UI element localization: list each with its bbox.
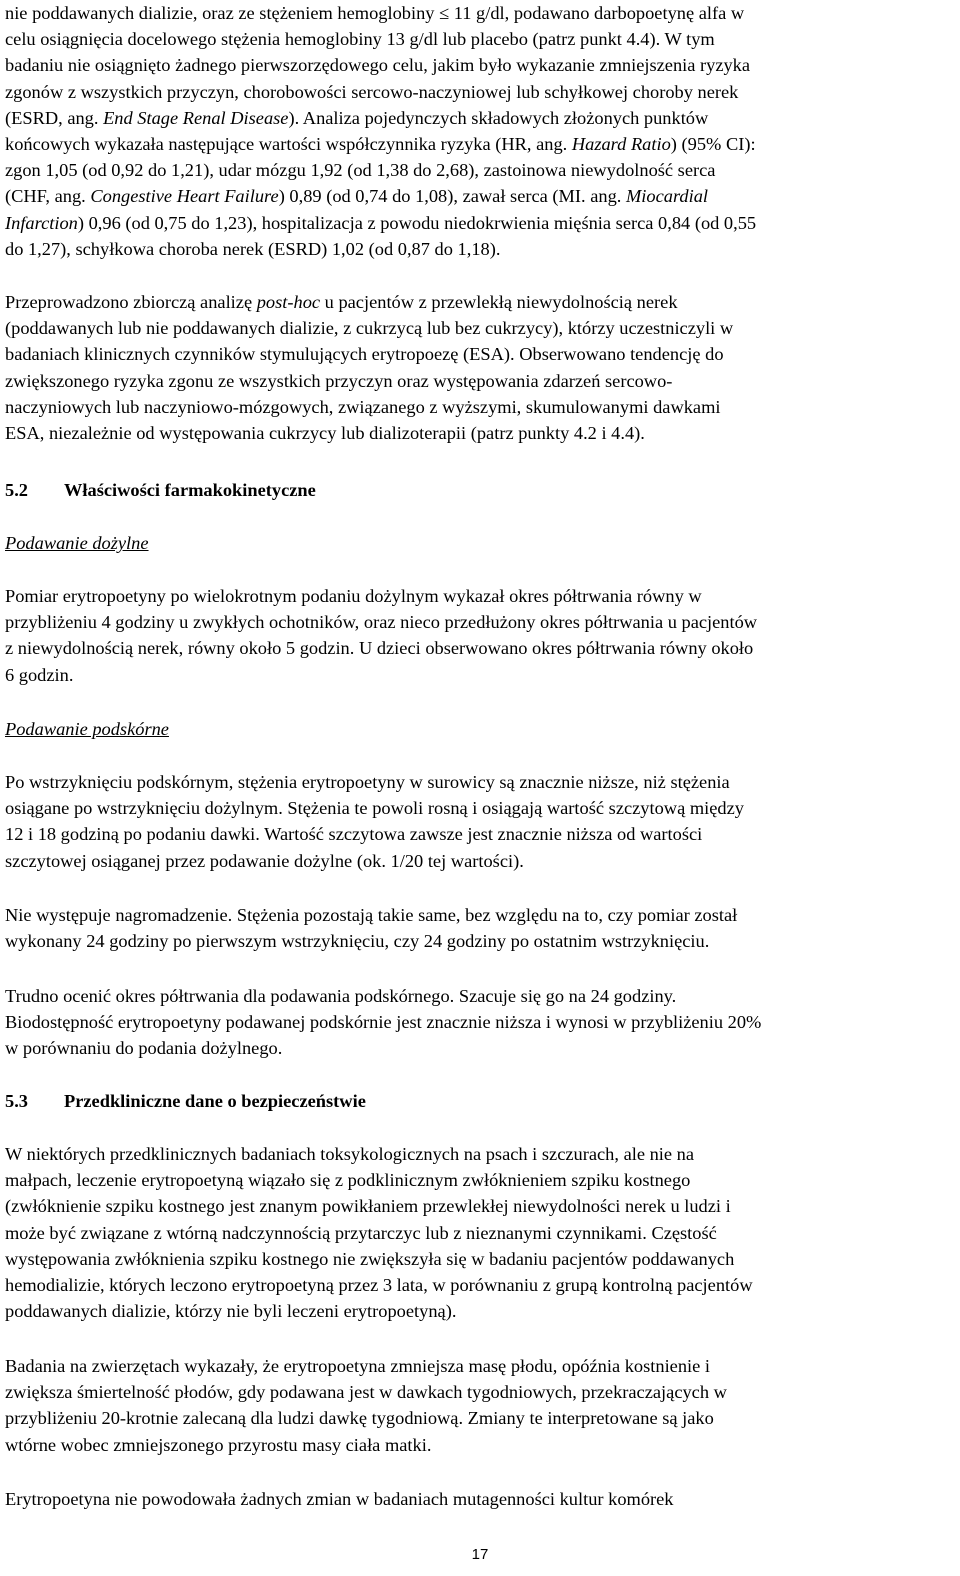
text-fragment: końcowych wykazała następujące wartości współczynnika ryzyka (HR, ang. bbox=[5, 134, 572, 155]
text-line bbox=[5, 131, 955, 157]
italic-term: Infarction bbox=[5, 212, 78, 233]
subheading-text: Podawanie podskórne bbox=[5, 719, 169, 739]
section-title: Przedkliniczne dane o bezpieczeństwie bbox=[64, 1091, 366, 1111]
text-line: Erytropoetyna nie powodowała żadnych zmian w badaniach mutagenności kultur komórek bbox=[5, 1489, 674, 1509]
text-line: Po wstrzyknięciu podskórnym, stężenia erytropoetyny w surowicy są znacznie niższe, niż stężenia bbox=[5, 772, 730, 792]
text-fragment: ) 0,96 (od 0,75 do 1,23), hospitalizacja z powodu niedokrwienia mięśnia serca 0,84 (od 0,55 bbox=[77, 212, 757, 233]
text-line: 6 godzin. bbox=[5, 664, 74, 685]
text-line: (poddawanych lub nie poddawanych dializie, z cukrzycą lub bez cukrzycy), którzy uczestniczyli w bbox=[5, 318, 734, 339]
section-heading-5-2 bbox=[5, 477, 955, 503]
text-line: przybliżeniu 4 godziny u zwykłych ochotników, oraz nieco przedłużony okres półtrwania u pacjentów bbox=[5, 612, 758, 633]
paragraph-preclinical-fibrosis bbox=[5, 1141, 955, 1324]
paragraph-mutagenicity bbox=[5, 1486, 955, 1512]
italic-term: Congestive Heart Failure bbox=[90, 186, 279, 207]
text-line: z niewydolnością nerek, równy około 5 godzin. U dzieci obserwowano okres półtrwania równy około bbox=[5, 638, 754, 659]
text-fragment: (CHF, ang. bbox=[5, 186, 91, 207]
text-line: wykonany 24 godziny po pierwszym wstrzyknięciu, czy 24 godziny po ostatnim wstrzyknięciu. bbox=[5, 931, 710, 952]
text-line: nie poddawanych dializie, oraz ze stężeniem hemoglobiny ≤ 11 g/dl, podawano darbopoetynę alfa w bbox=[5, 3, 745, 23]
text-line: występowania zwłóknienia szpiku kostnego nie zwiększyła się w badaniu pacjentów poddawanych bbox=[5, 1248, 735, 1269]
italic-term: End Stage Renal Disease bbox=[103, 107, 289, 128]
text-line: Nie występuje nagromadzenie. Stężenia pozostają takie same, bez względu na to, czy pomiar został bbox=[5, 905, 738, 925]
paragraph-animal-studies bbox=[5, 1353, 955, 1458]
section-heading-5-3 bbox=[5, 1088, 955, 1114]
text-line: Badania na zwierzętach wykazały, że erytropoetyna zmniejsza masę płodu, opóźnia kostnienie i bbox=[5, 1356, 711, 1376]
paragraph-sc-concentrations bbox=[5, 769, 955, 874]
text-line: małpach, leczenie erytropoetyną wiązało się z podklinicznym zwłóknieniem szpiku kostnego bbox=[5, 1170, 691, 1191]
text-fragment: ). Analiza pojedynczych składowych złożonych punktów bbox=[288, 107, 709, 128]
text-line: W niektórych przedklinicznych badaniach toksykologicznych na psach i szczurach, ale nie na bbox=[5, 1144, 695, 1164]
text-line: poddawanych dializie, którzy nie byli leczeni erytropoetyną). bbox=[5, 1301, 457, 1322]
paragraph-accumulation bbox=[5, 902, 955, 954]
text-line: Biodostępność erytropoetyny podawanej podskórnie jest znacznie niższa i wynosi w przybliżeniu 20% bbox=[5, 1012, 762, 1033]
italic-term: Hazard Ratio bbox=[571, 134, 671, 155]
paragraph-bioavailability bbox=[5, 983, 955, 1062]
text-line: zgonów z wszystkich przyczyn, chorobowości sercowo-naczyniowej lub schyłkowej choroby nerek bbox=[5, 81, 739, 102]
text-line bbox=[5, 289, 955, 315]
text-line: przybliżeniu 20-krotnie zalecaną dla ludzi dawkę tygodniową. Zmiany te interpretowane są jako bbox=[5, 1408, 714, 1429]
subheading-intravenous bbox=[5, 530, 955, 556]
text-line: szczytowej osiąganej przez podawanie dożylne (ok. 1/20 tej wartości). bbox=[5, 850, 524, 871]
text-line: Pomiar erytropoetyny po wielokrotnym podaniu dożylnym wykazał okres półtrwania równy w bbox=[5, 586, 702, 606]
text-line: celu osiągnięcia docelowego stężenia hemoglobiny 13 g/dl lub placebo (patrz punkt 4.4). W tym bbox=[5, 29, 715, 50]
subheading-text: Podawanie dożylne bbox=[5, 533, 149, 553]
text-line: badaniach klinicznych czynników stymulujących erytropoezę (ESA). Obserwowano tendencję do bbox=[5, 344, 724, 365]
section-number: 5.3 bbox=[5, 1091, 28, 1111]
section-number: 5.2 bbox=[5, 480, 28, 500]
text-fragment: u pacjentów z przewlekłą niewydolnością nerek bbox=[320, 292, 678, 312]
italic-term: post-hoc bbox=[256, 292, 321, 312]
text-line: (zwłóknienie szpiku kostnego jest znanym powikłaniem przewlekłej niewydolności nerek u ludzi i bbox=[5, 1196, 731, 1217]
text-fragment: (ESRD, ang. bbox=[5, 107, 104, 128]
text-fragment: ) (95% CI): bbox=[670, 134, 756, 155]
text-line: osiągane po wstrzyknięciu dożylnym. Stężenia te powoli rosną i osiągają wartość szczytową między bbox=[5, 798, 744, 819]
text-line: w porównaniu do podania dożylnego. bbox=[5, 1038, 283, 1059]
text-line: do 1,27), schyłkowa choroba nerek (ESRD) 1,02 (od 0,87 do 1,18). bbox=[5, 238, 501, 259]
text-line: 12 i 18 godziną po podaniu dawki. Wartość szczytowa zawsze jest znacznie niższa od wartości bbox=[5, 824, 703, 845]
paragraph-post-hoc-analysis bbox=[5, 289, 955, 446]
text-line: zgon 1,05 (od 0,92 do 1,21), udar mózgu 1,92 (od 1,38 do 2,68), zastoinowa niewydolność serca bbox=[5, 160, 716, 181]
text-fragment: ) 0,89 (od 0,74 do 1,08), zawał serca (MI. ang. bbox=[278, 186, 626, 207]
text-line: może być związane z wtórną nadczynnością przytarczyc lub z nieznanymi czynnikami. Częstość bbox=[5, 1222, 717, 1243]
page-number: 17 bbox=[471, 1546, 489, 1563]
text-fragment: Przeprowadzono zbiorczą analizę bbox=[5, 292, 257, 312]
subheading-subcutaneous bbox=[5, 716, 955, 742]
text-line: zwiększa śmiertelność płodów, gdy podawana jest w dawkach tygodniowych, przekraczających w bbox=[5, 1382, 727, 1403]
paragraph-iv-half-life bbox=[5, 583, 955, 688]
paragraph-trial-results bbox=[5, 0, 955, 262]
text-line: badaniu nie osiągnięto żadnego pierwszorzędowego celu, jakim było wykazanie zmniejszenia ryzyka bbox=[5, 55, 751, 76]
text-line: naczyniowych lub naczyniowo-mózgowych, związanego z wyższymi, skumulowanymi dawkami bbox=[5, 396, 721, 417]
italic-term: Miocardial bbox=[625, 186, 709, 207]
text-line: wtórne wobec zmniejszonego przyrostu masy ciała matki. bbox=[5, 1434, 432, 1455]
text-line bbox=[5, 183, 955, 209]
text-line: hemodializie, których leczono erytropoetyną przez 3 lata, w porównaniu z grupą kontrolną pacjentów bbox=[5, 1275, 753, 1296]
text-line: zwiększonego ryzyka zgonu ze wszystkich przyczyn oraz występowania zdarzeń sercowo- bbox=[5, 370, 673, 391]
text-line bbox=[5, 210, 955, 236]
section-title: Właściwości farmakokinetyczne bbox=[64, 480, 316, 500]
text-line bbox=[5, 105, 955, 131]
text-line: ESA, niezależnie od występowania cukrzycy lub dializoterapii (patrz punkty 4.2 i 4.4). bbox=[5, 423, 645, 444]
text-line: Trudno ocenić okres półtrwania dla podawania podskórnego. Szacuje się go na 24 godziny. bbox=[5, 986, 677, 1006]
